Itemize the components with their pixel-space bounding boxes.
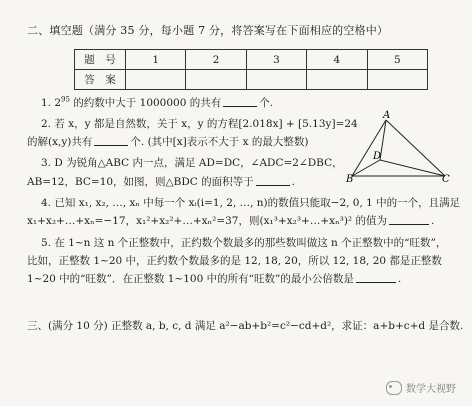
question-5-line-2: 比如，正整数 1~20 中，正约数个数最多的是 12, 18, 20，所以 12, 18, 20 都是正整数 — [27, 255, 442, 267]
section-3-problem: 三、(满分 10 分) 正整数 a, b, c, d 满足 a²−ab+b²=c²−cd+d²，求证：a+b+c+d 是合数. — [27, 320, 464, 332]
answer-blank[interactable] — [256, 175, 290, 186]
question-3-line-2 — [27, 175, 295, 189]
label-c: C — [442, 174, 450, 185]
watermark-text: 数学大视野 — [406, 384, 456, 395]
answer-cell[interactable] — [126, 70, 186, 90]
answer-blank[interactable] — [356, 272, 396, 283]
q4-text: . — [430, 215, 435, 227]
q3-text: . — [291, 176, 295, 188]
answer-cell[interactable] — [246, 70, 306, 90]
edge-ab — [352, 120, 386, 176]
table-cell: 5 — [367, 50, 427, 70]
q1-exponent: 95 — [61, 95, 70, 104]
answer-cell[interactable] — [186, 70, 246, 90]
answer-blank[interactable] — [223, 96, 257, 107]
q5-text: . — [397, 273, 402, 285]
wechat-icon — [386, 381, 402, 395]
q1-text: 的约数中大于 1000000 的共有 — [69, 97, 222, 109]
q4-text: x₁+x₂+…+xₙ=−17，x₁²+x₂²+…+xₙ²=37，则(x₁³+x₂³+…+xₙ³)² 的值为 — [27, 215, 387, 227]
table-header-answer: 答 案 — [75, 70, 126, 90]
q2-text: 的解(x,y)共有 — [27, 136, 93, 148]
question-3-line-1: 3. D 为锐角△ABC 内一点，满足 AD=DC，∠ADC=2∠DBC， — [41, 157, 343, 169]
label-b: B — [346, 174, 354, 185]
q3-text: AB=12，BC=10，如图，则△BDC 的面积等于 — [27, 176, 254, 188]
label-d: D — [373, 151, 382, 162]
question-2-line-2 — [27, 135, 308, 149]
table-row — [75, 70, 428, 90]
segment-dc — [380, 160, 445, 176]
question-4-line-2 — [27, 214, 434, 228]
table-cell: 2 — [186, 50, 246, 70]
answer-cell[interactable] — [367, 70, 427, 90]
q2-text: 个. (其中[x]表示不大于 x 的最大整数) — [130, 136, 309, 148]
question-4-line-1: 4. 已知 x₁, x₂, …, xₙ 中每一个 xᵢ(i=1, 2, …, n)的数值只能取−2, 0, 1 中的一个，且满足 — [41, 197, 461, 209]
question-2-line-1: 2. 若 x，y 都是自然数，关于 x，y 的方程[2.018x] + [5.13y]=24 — [41, 118, 358, 130]
table-cell: 3 — [246, 50, 306, 70]
table-row — [75, 50, 428, 70]
answer-cell[interactable] — [307, 70, 367, 90]
question-5-line-3 — [27, 272, 401, 286]
label-a: A — [383, 110, 391, 121]
q5-text: 1~20 中的“旺数”．在正整数 1~100 中的所有“旺数”的最小公倍数是 — [27, 273, 354, 285]
table-cell: 4 — [307, 50, 367, 70]
q1-text: 个. — [259, 97, 274, 109]
answer-table — [74, 49, 428, 90]
q1-text: 1. 2 — [41, 97, 62, 109]
segment-bd — [352, 160, 380, 176]
triangle-figure — [346, 110, 450, 185]
section-2-title: 二、填空题（满分 35 分，每小题 7 分，将答案写在下面相应的空格中） — [27, 24, 389, 37]
table-header-number: 题 号 — [75, 50, 126, 70]
watermark — [386, 380, 456, 395]
edge-ac — [386, 120, 445, 176]
question-1 — [41, 96, 273, 110]
answer-blank[interactable] — [389, 214, 429, 225]
question-5-line-1: 5. 在 1~n 这 n 个正整数中，正约数个数最多的那些数叫做这 n 个正整数中的“旺数”， — [41, 237, 447, 249]
table-cell: 1 — [126, 50, 186, 70]
answer-blank[interactable] — [94, 135, 128, 146]
